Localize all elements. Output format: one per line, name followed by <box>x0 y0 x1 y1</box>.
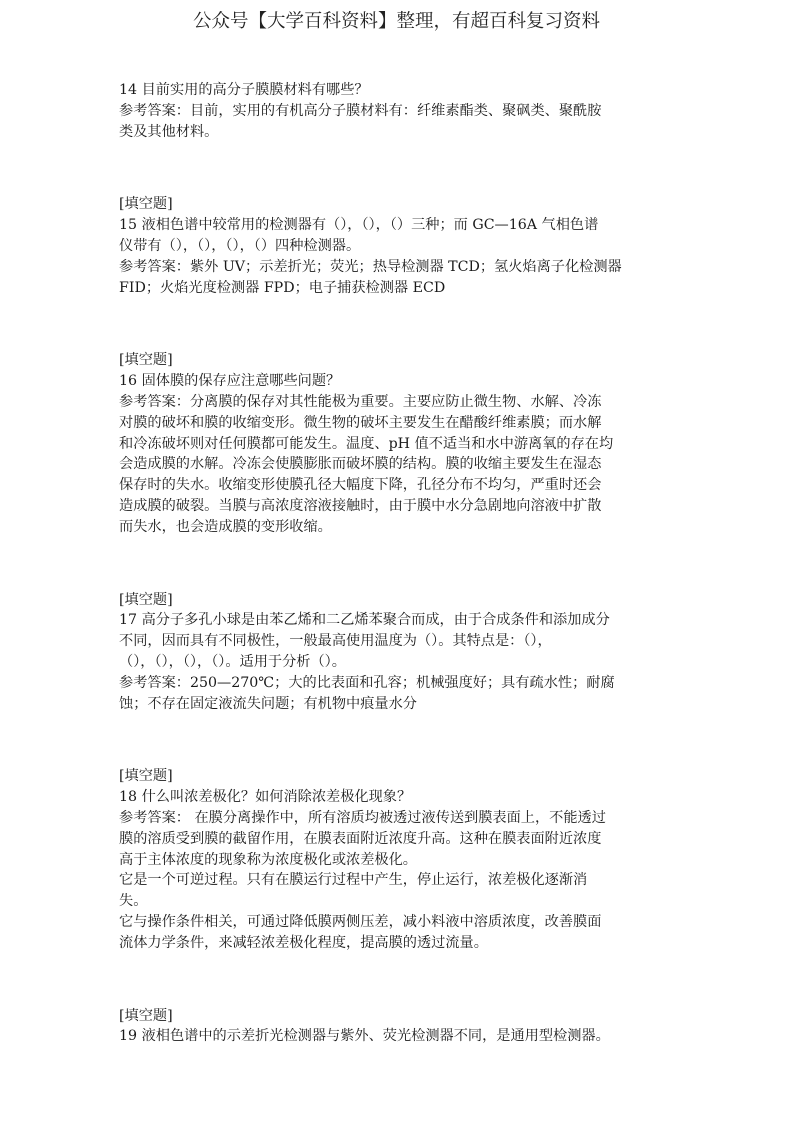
answer-line: 它是一个可逆过程。只有在膜运行过程中产生，停止运行，浓差极化逐渐消 <box>119 872 588 889</box>
answer-line: FID；火焰光度检测器 FPD；电子捕获检测器 ECD <box>119 279 446 296</box>
answer-line: 保存时的失水。收缩变形使膜孔径大幅度下降，孔径分布不均匀，严重时还会 <box>119 477 602 494</box>
answer-line: 类及其他材料。 <box>119 123 219 140</box>
question-text: 19 液相色谱中的示差折光检测器与紫外、荧光检测器不同，是通用型检测器。 <box>119 1028 610 1045</box>
answer-line: 和冷冻破坏则对任何膜都可能发生。温度、pH 值不适当和水中游离氧的存在均 <box>119 435 614 452</box>
answer-line: 膜的溶质受到膜的截留作用，在膜表面附近浓度升高。这种在膜表面附近浓度 <box>119 830 602 847</box>
question-17 <box>119 590 679 715</box>
question-14 <box>119 80 679 142</box>
answer-line: 参考答案：分离膜的保存对其性能极为重要。主要应防止微生物、水解、冷冻 <box>119 393 602 410</box>
question-text: 不同，因而具有不同极性，一般最高使用温度为（）。其特点是：（）， <box>119 633 552 650</box>
question-18 <box>119 766 679 953</box>
question-type-tag: [填空题] <box>119 352 173 369</box>
answer-line: 参考答案：目前，实用的有机高分子膜材料有：纤维素酯类、聚砜类、聚酰胺 <box>119 102 602 119</box>
answer-line: 而失水，也会造成膜的变形收缩。 <box>119 518 332 535</box>
question-text: 仪带有（），（），（），（）四种检测器。 <box>119 237 361 254</box>
question-text: 18 什么叫浓差极化？如何消除浓差极化现象？ <box>119 789 412 806</box>
answer-line: 对膜的破坏和膜的收缩变形。微生物的破坏主要发生在醋酸纤维素膜；而水解 <box>119 414 602 431</box>
question-type-tag: [填空题] <box>119 1007 173 1024</box>
answer-line: 造成膜的破裂。当膜与高浓度溶液接触时，由于膜中水分急剧地向溶液中扩散 <box>119 497 602 514</box>
answer-line: 失。 <box>119 893 148 910</box>
question-text: （），（），（），（）。适用于分析（）。 <box>119 653 346 670</box>
question-text: 14 目前实用的高分子膜膜材料有哪些？ <box>119 82 369 98</box>
answer-line: 高于主体浓度的现象称为浓度极化或浓差极化。 <box>119 851 417 868</box>
page-header: 公众号【大学百科资料】整理，有超百科复习资料 <box>192 11 600 32</box>
answer-line: 会造成膜的水解。冷冻会使膜膨胀而破坏膜的结构。膜的收缩主要发生在湿态 <box>119 456 602 473</box>
question-19 <box>119 1006 679 1048</box>
question-16 <box>119 350 679 537</box>
question-text: 16 固体膜的保存应注意哪些问题？ <box>119 373 341 390</box>
question-15 <box>119 194 679 298</box>
question-type-tag: [填空题] <box>119 591 173 608</box>
question-text: 17 高分子多孔小球是由苯乙烯和二乙烯苯聚合而成，由于合成条件和添加成分 <box>119 612 610 629</box>
question-type-tag: [填空题] <box>119 768 173 785</box>
answer-line: 参考答案： 在膜分离操作中，所有溶质均被透过液传送到膜表面上，不能透过 <box>119 809 606 826</box>
document-body <box>119 80 679 1047</box>
question-type-tag: [填空题] <box>119 196 173 213</box>
question-text: 15 液相色谱中较常用的检测器有（），（），（）三种；而 GC—16A 气相色谱 <box>119 217 599 234</box>
answer-line: 它与操作条件相关，可通过降低膜两侧压差，减小料液中溶质浓度，改善膜面 <box>119 913 602 930</box>
answer-line: 参考答案：紫外 UV；示差折光；荧光；热导检测器 TCD；氢火焰离子化检测器 <box>119 258 622 275</box>
answer-line: 流体力学条件，来减轻浓差极化程度，提高膜的透过流量。 <box>119 934 488 951</box>
answer-line: 参考答案：250—270℃；大的比表面和孔容；机械强度好；具有疏水性；耐腐 <box>119 674 615 691</box>
answer-line: 蚀；不存在固定液流失问题；有机物中痕量水分 <box>119 695 417 712</box>
